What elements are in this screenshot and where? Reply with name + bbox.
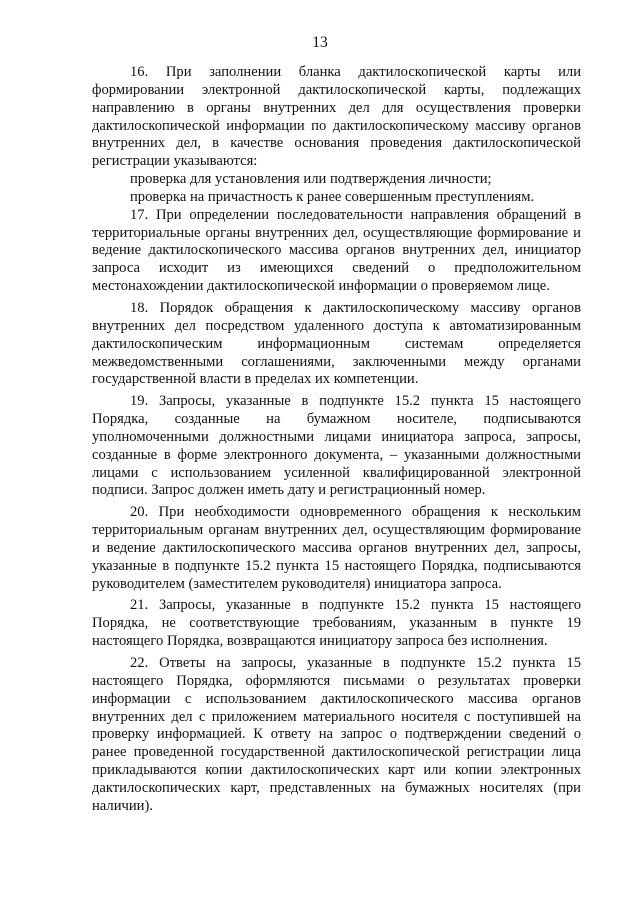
paragraph-22: 22. Ответы на запросы, указанные в подпункте 15.2 пункта 15 настоящего Порядка, оформляются письмами о результатах проверки информации с использованием дактилоскопического массива органов внутренних дел с приложением материального носителя с поступившей на проверку информацией. К ответу на запрос о подтверждении сведений о ранее проведенной государственной дактилоскопической регистрации лица прикладываются копии дактилоскопических карт или копии электронных дактилоскопических карт, представленных на бумажных носителях (при наличии).	[92, 655, 581, 814]
paragraph-16: 16. При заполнении бланка дактилоскопической карты или формировании электронной дактилоскопической карты, подлежащих направлению в органы внутренних дел для осуществления проверки дактилоскопической информации по дактилоскопическому массиву органов внутренних дел, в качестве основания проведения дактилоскопической регистрации указываются:	[92, 64, 581, 170]
document-body	[92, 64, 581, 816]
paragraph-18: 18. Порядок обращения к дактилоскопическому массиву органов внутренних дел посредством удаленного доступа к автоматизированным дактилоскопическим информационным системам определяется межведомственными соглашениями, заключенными между органами государственной власти в пределах их компетенции.	[92, 299, 581, 388]
paragraph-20: 20. При необходимости одновременного обращения к нескольким территориальным органам внутренних дел, осуществляющим формирование и ведение дактилоскопического массива органов внутренних дел, запросы, указанные в подпункте 15.2 пункта 15 настоящего Порядка, подписываются руководителем (заместителем руководителя) инициатора запроса.	[92, 504, 581, 592]
paragraph-17: 17. При определении последовательности направления обращений в территориальные органы внутренних дел, осуществляющие формирование и ведение дактилоскопического массива органов внутренних дел, инициатор запроса исходит из имеющихся сведений о предположительном местонахождении дактилоскопической информации о проверяемом лице.	[92, 206, 581, 295]
paragraph-21: 21. Запросы, указанные в подпункте 15.2 пункта 15 настоящего Порядка, не соответствующие требованиям, указанным в пункте 19 настоящего Порядка, возвращаются инициатору запроса без исполнения.	[92, 597, 581, 650]
page-number: 13	[312, 34, 328, 51]
paragraph-19: 19. Запросы, указанные в подпункте 15.2 пункта 15 настоящего Порядка, созданные на бумажном носителе, подписываются уполномоченными должностными лицами инициатора запроса, запросы, созданные в форме электронного документа, – указанными должностными лицами с использованием усиленной квалифицированной электронной подписи. Запрос должен иметь дату и регистрационный номер.	[92, 393, 581, 499]
paragraph-16-item-1: проверка для установления или подтверждения личности;	[130, 171, 492, 188]
paragraph-16-item-2: проверка на причастность к ранее совершенным преступлениям.	[130, 188, 535, 205]
